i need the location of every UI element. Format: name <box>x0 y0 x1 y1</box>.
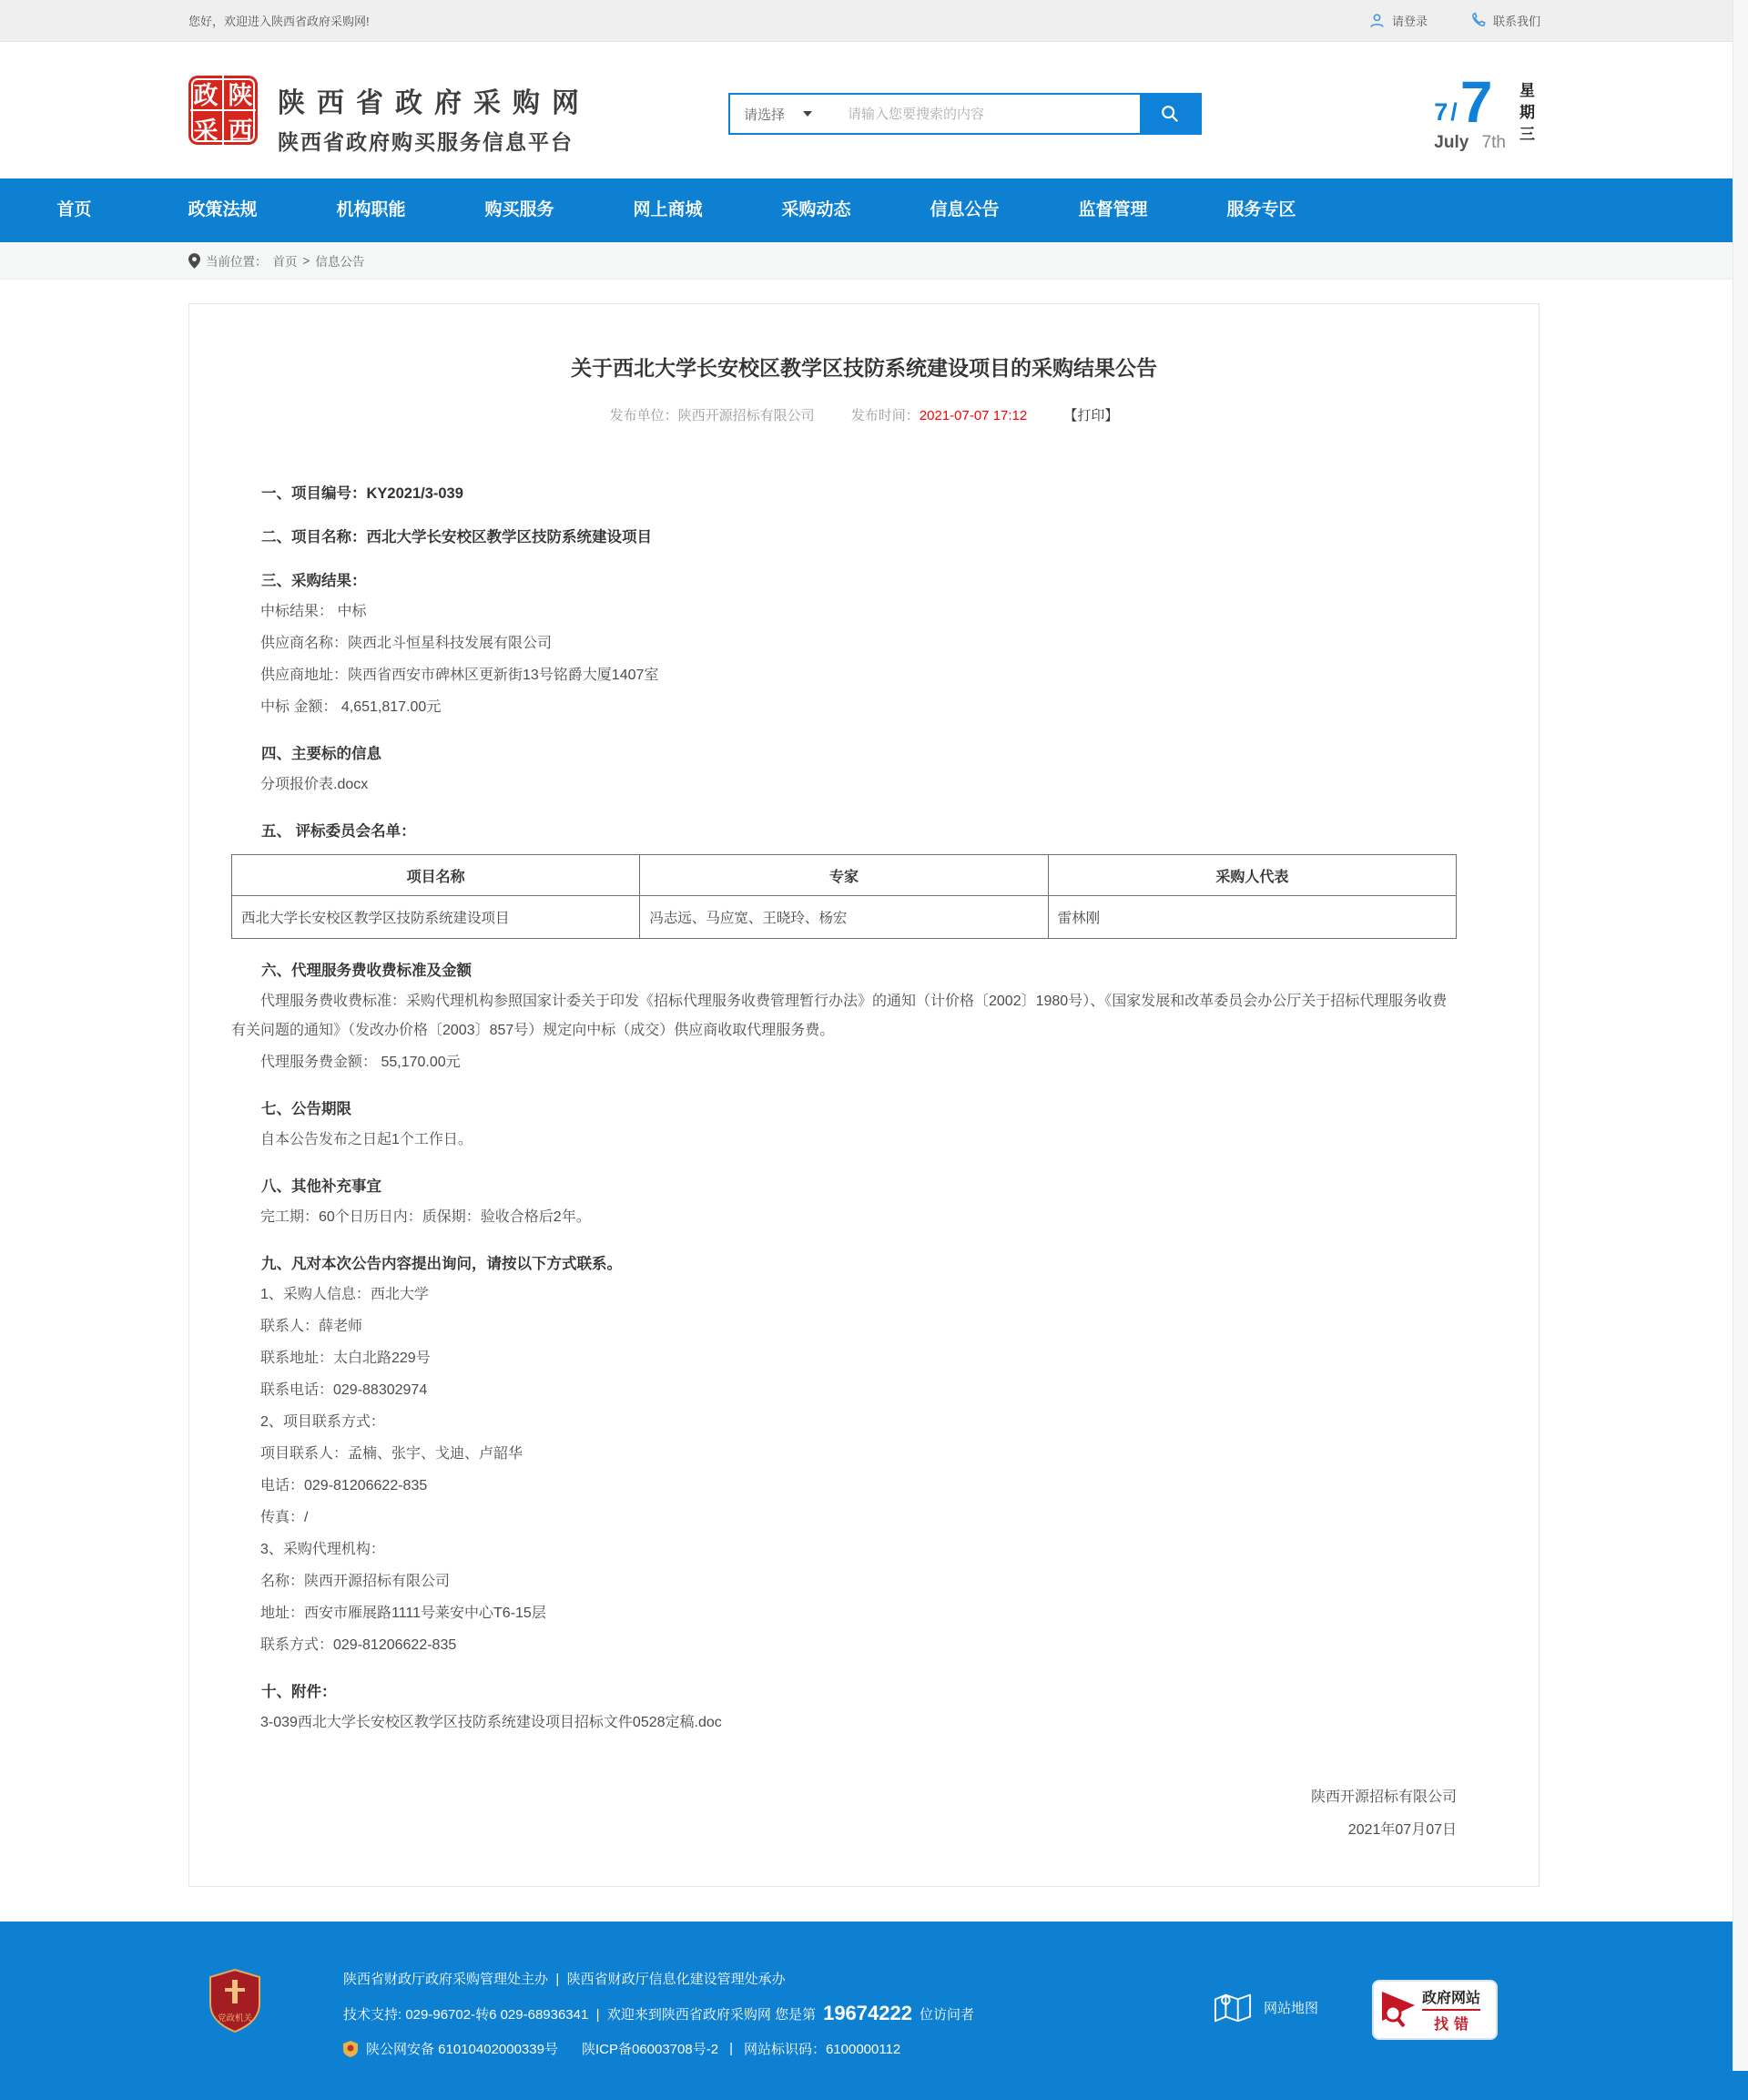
contact-label: 联系我们 <box>1493 12 1540 29</box>
section-heading: 二、项目名称：西北大学长安校区教学区技防系统建设项目 <box>231 525 1457 549</box>
seal-char: 采 <box>188 111 223 147</box>
committee-table <box>231 854 1457 939</box>
table-header-cell: 专家 <box>640 855 1048 896</box>
body-text: 3、采购代理机构： <box>231 1535 1457 1565</box>
main-nav-list <box>0 178 1352 242</box>
icp-beian-number[interactable]: 陕ICP备06003708号-2 <box>582 2039 718 2058</box>
nav-item[interactable]: 首页 <box>0 178 148 242</box>
contact-link[interactable] <box>1469 12 1540 29</box>
body-text: 代理服务费金额： 55,170.00元 <box>231 1048 1457 1077</box>
publisher-label: 发布单位： <box>610 408 678 423</box>
seal-char: 政 <box>188 76 223 111</box>
chevron-down-icon <box>803 111 812 117</box>
topbar <box>0 0 1748 42</box>
print-button[interactable]: 【打印】 <box>1063 408 1118 423</box>
section-heading: 十、附件： <box>231 1680 1457 1704</box>
visitor-count: 19674222 <box>823 2002 912 2025</box>
table-header-cell: 采购人代表 <box>1048 855 1456 896</box>
user-icon <box>1368 12 1386 29</box>
article-body <box>231 461 1457 1738</box>
visitor-suffix: 位访问者 <box>920 2004 974 2024</box>
error-badge-line2: 找错 <box>1428 2013 1480 2034</box>
login-label: 请登录 <box>1392 12 1428 29</box>
section-heading: 四、主要标的信息 <box>231 742 1457 766</box>
body-text: 代理服务费收费标准：采购代理机构参照国家计委关于印发《招标代理服务收费管理暂行办法》的通知（计价格〔2002〕1980号）、《国家发展和改革委员会办公厅关于招标代理服务收费有关问题的通知》（发改办价格〔2003〕857号）规定向中标（成交）供应商收取代理服务费。 <box>231 987 1457 1045</box>
date-day-ordinal: 7th <box>1482 133 1506 152</box>
section-heading: 八、其他补充事宜 <box>231 1175 1457 1198</box>
government-emblem-icon <box>208 1969 261 2037</box>
table-cell: 冯志远、马应宽、王晓玲、杨宏 <box>640 896 1048 939</box>
body-text: 完工期：60个日历日内：质保期：验收合格后2年。 <box>231 1203 1457 1232</box>
seal-char: 陕 <box>223 76 258 111</box>
logo-seal-icon <box>188 76 258 145</box>
police-beian-number[interactable]: 陕公网安备 61010402000339号 <box>366 2039 558 2058</box>
date-day: 7 <box>1460 78 1493 126</box>
body-text: 联系人：薛老师 <box>231 1312 1457 1341</box>
date-month: 7 <box>1434 98 1448 126</box>
publisher-value: 陕西开源招标有限公司 <box>678 408 815 423</box>
search-category-label: 请选择 <box>744 105 785 124</box>
breadcrumb-current[interactable]: 信息公告 <box>315 251 364 270</box>
body-text: 电话：029-81206622-835 <box>231 1472 1457 1501</box>
committee-table-body <box>232 896 1457 939</box>
main-nav <box>0 178 1748 242</box>
site-header <box>0 42 1748 178</box>
map-icon <box>1214 1989 1252 2025</box>
body-text: 中标结果： 中标 <box>231 597 1457 627</box>
publish-time-value: 2021-07-07 17:12 <box>920 408 1027 423</box>
date-widget <box>1434 78 1535 153</box>
article-title: 关于西北大学长安校区教学区技防系统建设项目的采购结果公告 <box>226 352 1502 382</box>
body-text: 自本公告发布之日起1个工作日。 <box>231 1126 1457 1155</box>
section-heading: 六、代理服务费收费标准及金额 <box>231 959 1457 983</box>
site-subtitle: 陕西省政府购买服务信息平台 <box>278 126 591 156</box>
body-text: 中标 金额： 4,651,817.00元 <box>231 693 1457 722</box>
error-badge-line1: 政府网站 <box>1422 1986 1480 2011</box>
body-text: 项目联系人：孟楠、张宇、戈迪、卢韶华 <box>231 1440 1457 1469</box>
article-meta <box>189 405 1539 424</box>
breadcrumb-label: 当前位置： <box>206 251 268 270</box>
location-pin-icon <box>188 253 200 269</box>
nav-item[interactable]: 监督管理 <box>1039 178 1187 242</box>
date-slash: / <box>1450 98 1458 126</box>
seal-char: 西 <box>223 111 258 147</box>
sitemap-link[interactable] <box>1214 1989 1318 2025</box>
svg-text:党政机关: 党政机关 <box>218 2013 253 2024</box>
attachment-link[interactable]: 3-039西北大学长安校区教学区技防系统建设项目招标文件0528定稿.doc <box>231 1708 1457 1738</box>
site-name: 陕西省政府采购网 <box>278 80 591 120</box>
publish-time-label: 发布时间： <box>851 408 920 423</box>
site-logo[interactable] <box>188 76 591 156</box>
section-heading: 五、 评标委员会名单： <box>231 820 1457 843</box>
footer-organizer-line: 陕西省财政厅政府采购管理处主办 | 陕西省财政厅信息化建设管理处承办 <box>343 1969 974 1988</box>
nav-item[interactable]: 采购动态 <box>742 178 890 242</box>
body-text: 联系方式：029-81206622-835 <box>231 1631 1457 1660</box>
search-category-select[interactable] <box>730 95 837 133</box>
search-input[interactable] <box>837 95 1140 133</box>
search-box <box>728 93 1202 135</box>
section-heading: 三、采购结果： <box>231 569 1457 593</box>
body-text: 名称：陕西开源招标有限公司 <box>231 1567 1457 1596</box>
footer-beian-line <box>343 2039 974 2058</box>
page-footer <box>0 1922 1748 2100</box>
nav-item[interactable]: 购买服务 <box>445 178 594 242</box>
site-code: 网站标识码：6100000112 <box>744 2039 900 2058</box>
article-card <box>188 303 1540 1887</box>
body-text: 供应商地址：陕西省西安市碑林区更新街13号铭爵大厦1407室 <box>231 661 1457 690</box>
footer-separator: | <box>729 2041 733 2056</box>
phone-icon <box>1469 12 1487 29</box>
body-text: 联系电话：029-88302974 <box>231 1376 1457 1405</box>
sitemap-label: 网站地图 <box>1264 1998 1318 2017</box>
section-heading: 一、项目编号：KY2021/3-039 <box>231 482 1457 505</box>
body-text: 供应商名称：陕西北斗恒星科技发展有限公司 <box>231 629 1457 658</box>
police-badge-icon <box>343 2041 358 2057</box>
attachment-link[interactable]: 分项报价表.docx <box>231 770 1457 800</box>
signature-company: 陕西开源招标有限公司 <box>189 1783 1457 1812</box>
search-icon <box>1160 104 1180 124</box>
nav-item[interactable]: 网上商城 <box>594 178 742 242</box>
date-weekday: 星 期 三 <box>1519 78 1535 153</box>
table-row <box>232 896 1457 939</box>
body-text: 地址：西安市雁展路1111号莱安中心T6-15层 <box>231 1599 1457 1628</box>
article-body-bottom <box>231 959 1457 1738</box>
article-body-top <box>231 482 1457 843</box>
error-flag-magnifier-icon <box>1378 1990 1418 2030</box>
committee-table-head-row <box>232 855 1457 896</box>
breadcrumb-bar <box>0 242 1748 280</box>
nav-item[interactable]: 政策法规 <box>148 178 297 242</box>
gov-site-error-report-badge[interactable] <box>1372 1980 1498 2040</box>
nav-item[interactable]: 机构职能 <box>297 178 445 242</box>
nav-item[interactable]: 服务专区 <box>1187 178 1336 242</box>
breadcrumb-home-link[interactable]: 首页 <box>273 251 298 270</box>
welcome-text: 您好，欢迎进入陕西省政府采购网! <box>188 12 370 29</box>
page-main <box>0 280 1748 1922</box>
section-heading: 九、凡对本次公告内容提出询问，请按以下方式联系。 <box>231 1252 1457 1276</box>
table-cell: 西北大学长安校区教学区技防系统建设项目 <box>232 896 640 939</box>
body-text: 联系地址：太白北路229号 <box>231 1344 1457 1373</box>
signature-block <box>189 1783 1457 1845</box>
body-text: 2、项目联系方式： <box>231 1408 1457 1437</box>
search-button[interactable] <box>1140 95 1200 133</box>
table-header-cell: 项目名称 <box>232 855 640 896</box>
browser-scrollbar[interactable] <box>1733 0 1748 2071</box>
breadcrumb-separator: > <box>303 254 310 268</box>
footer-support-line <box>343 2002 974 2025</box>
signature-date: 2021年07月07日 <box>189 1816 1457 1845</box>
footer-support-text: 技术支持: 029-96702-转6 029-68936341 | 欢迎来到陕西省政府采购网 您是第 <box>343 2004 816 2024</box>
table-cell: 雷林刚 <box>1048 896 1456 939</box>
nav-item[interactable]: 信息公告 <box>890 178 1039 242</box>
date-month-en: July <box>1434 133 1469 152</box>
login-link[interactable] <box>1368 12 1428 29</box>
section-heading: 七、公告期限 <box>231 1097 1457 1121</box>
body-text: 传真：/ <box>231 1504 1457 1533</box>
body-text: 1、采购人信息：西北大学 <box>231 1280 1457 1310</box>
